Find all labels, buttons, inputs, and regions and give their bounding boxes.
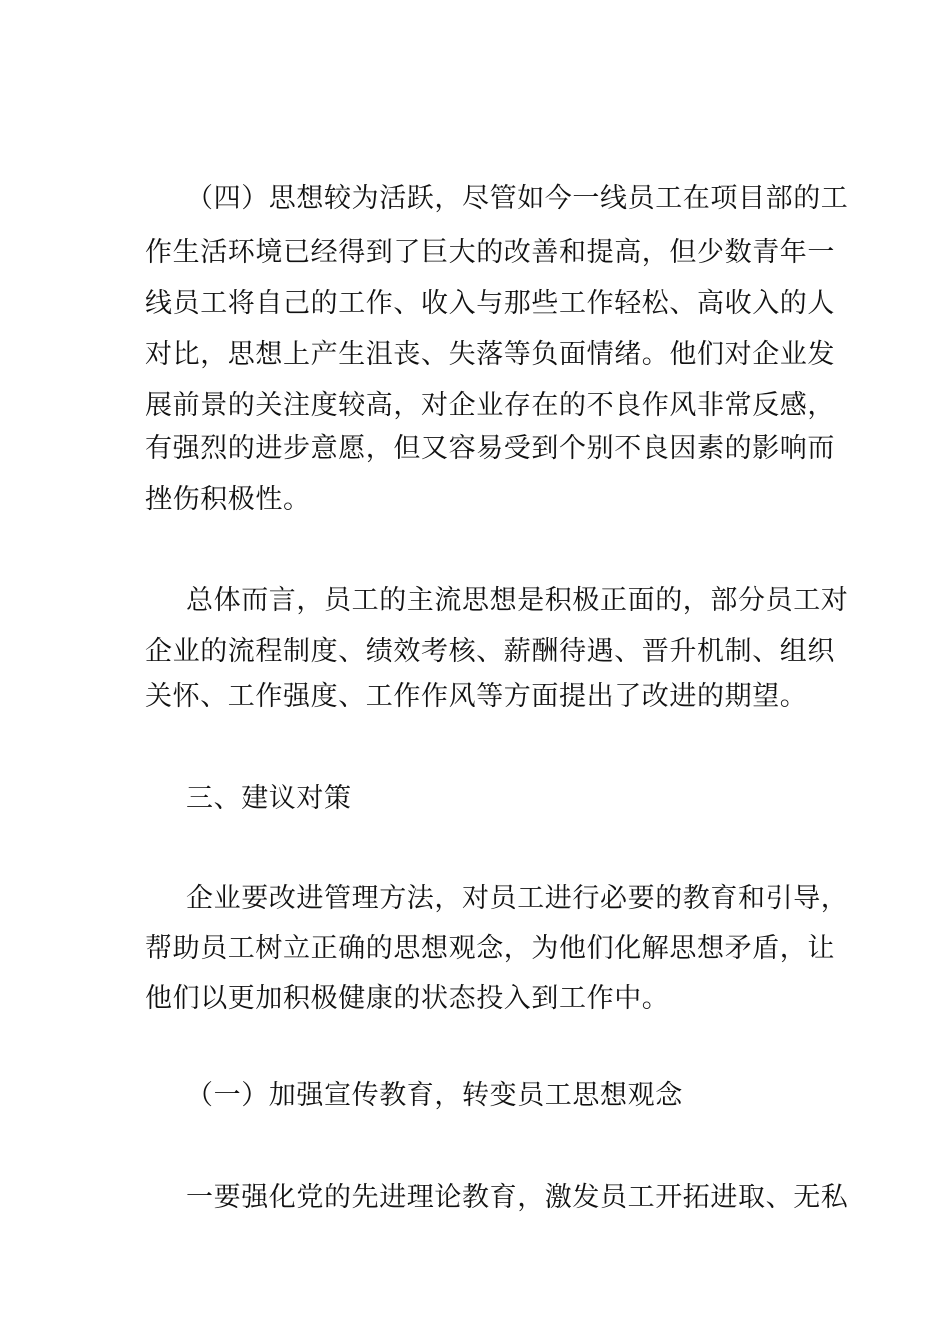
paragraph-line: 企业的流程制度、绩效考核、薪酬待遇、晋升机制、组织 — [145, 636, 835, 667]
paragraph-line: 有强烈的进步意愿，但又容易受到个别不良因素的影响而 — [145, 433, 835, 464]
paragraph-line: 关怀、工作强度、工作作风等方面提出了改进的期望。 — [145, 681, 808, 712]
section-heading: 三、建议对策 — [186, 783, 352, 814]
paragraph-line: （四）思想较为活跃，尽管如今一线员工在项目部的工 — [186, 183, 849, 214]
subsection-heading: （一）加强宣传教育，转变员工思想观念 — [186, 1080, 683, 1111]
paragraph-line: 展前景的关注度较高，对企业存在的不良作风非常反感， — [145, 390, 835, 421]
paragraph-line: 他们以更加积极健康的状态投入到工作中。 — [145, 983, 670, 1014]
paragraph-line: 一要强化党的先进理论教育，激发员工开拓进取、无私 — [186, 1182, 849, 1213]
paragraph-line: 总体而言，员工的主流思想是积极正面的，部分员工对 — [186, 585, 849, 616]
paragraph-line: 线员工将自己的工作、收入与那些工作轻松、高收入的人 — [145, 288, 835, 319]
paragraph-line: 对比，思想上产生沮丧、失落等负面情绪。他们对企业发 — [145, 339, 835, 370]
paragraph-line: 作生活环境已经得到了巨大的改善和提高，但少数青年一 — [145, 237, 835, 268]
paragraph-line: 挫伤积极性。 — [145, 484, 311, 515]
paragraph-line: 帮助员工树立正确的思想观念，为他们化解思想矛盾，让 — [145, 933, 835, 964]
paragraph-line: 企业要改进管理方法，对员工进行必要的教育和引导， — [186, 883, 849, 914]
